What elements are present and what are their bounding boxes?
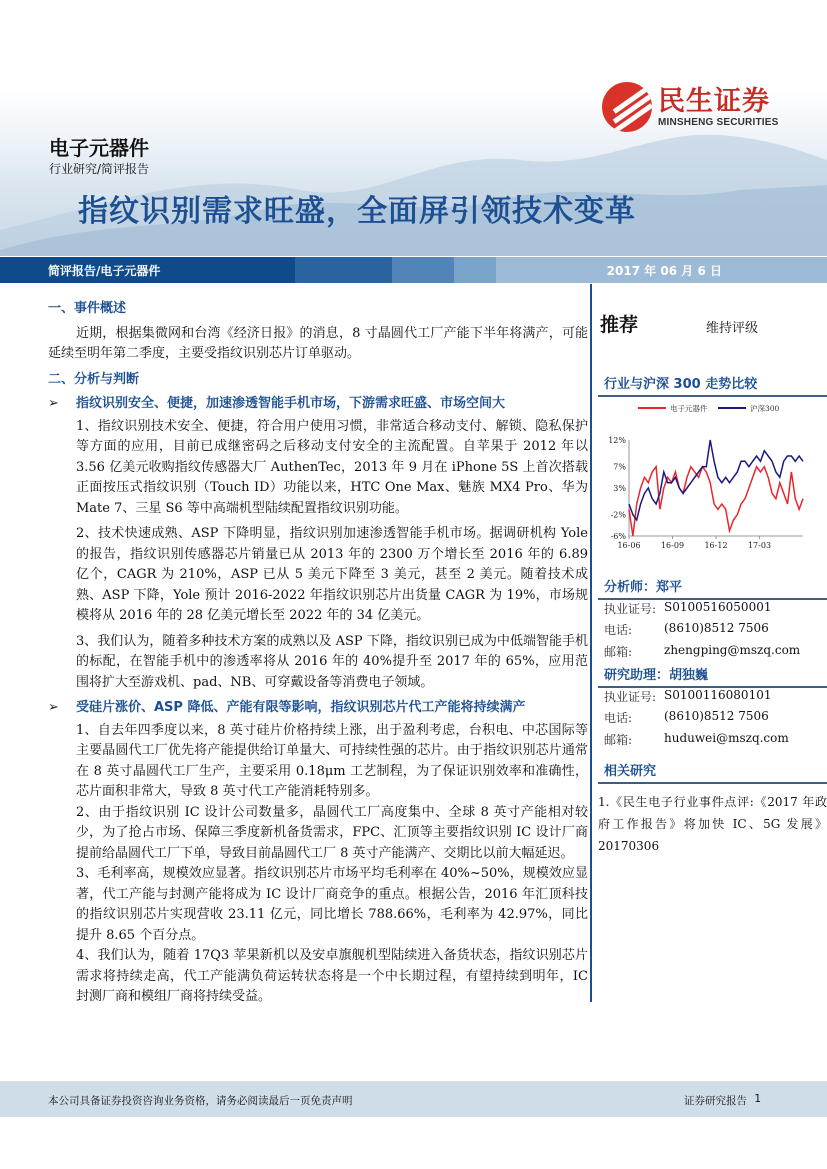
trend-chart [598,398,827,558]
arrow-icon: ➢ [48,396,59,411]
x-tick-label: 16-06 [617,541,641,550]
legend-label: 电子元器件 [670,404,708,413]
paragraph: 2、由于指纹识别 IC 设计公司数量多，晶圆代工厂高度集中、全球 8 英寸产能相对较少，为了抢占市场、保障三季度新机备货需求，FPC、汇顶等主要指纹识别 IC 设计厂商提前给晶圆代工厂下单，导致目前晶圆代工厂 8 英寸产能满产、交期比以前大幅延迟。 [76,804,588,861]
paragraph: 1、自去年四季度以来，8 英寸硅片价格持续上涨，出于盈利考虑，台积电、中芯国际等主要晶圆代工厂优先将产能提供给订单量大、可持续性强的芯片。由于指纹识别芯片通常在 8 英寸晶圆代工厂生产，主要采用 0.18μm 工艺制程，为了保证识别效率和准确性，芯片面积非常大，导致 8 英寸代工产能消耗特别多。 [76,722,588,799]
paragraph: 1、指纹识别技术安全、便捷，符合用户使用习惯，非常适合移动支付、解锁、隐私保护等方面的应用，目前已成继密码之后移动支付安全的主流配置。自苹果于 2012 年以 3.56 亿美元收购指纹传感器大厂 AuthenTec，2013 年 9 月在 iPhone 5S 上首次搭载正面按压式指纹识别（Touch ID）功能以来，HTC One Max、魅族 MX4 Pro、华为 Mate 7、三星 S6 等中高端机型陆续配置指纹识别功能。 [76,418,588,516]
y-tick-label: 3% [613,484,626,493]
related-heading: 相关研究 [598,760,827,784]
legend-label: 沪深300 [750,404,780,413]
paragraph: 2、技术快速成熟、ASP 下降明显，指纹识别加速渗透智能手机市场。据调研机构 Yole 的报告，指纹识别传感器芯片销量已从 2013 年的 2300 万个增长至 2016 年的 6.89 亿个，CAGR 为 210%，ASP 已从 5 美元下降至 3 美元，甚至 2 美元。随着技术成熟、ASP 下降，Yole 预计 2016-2022 年指纹识别芯片出货量 CAGR 为 19%，市场规模将从 2016 年的 28 亿美元增长至 2022 年的 34 亿美元。 [76,526,588,623]
assistant-phone: 电话: (8610)8512 7506 [604,709,769,725]
report-title: 指纹识别需求旺盛，全面屏引领技术变革 [78,194,636,229]
footer-report-type: 证券研究报告 [684,1095,747,1107]
column-divider [590,284,592,1002]
report-date: 2017 年 06 月 6 日 [606,264,722,278]
logo-en: MINSHENG SECURITIES [658,116,779,128]
recommendation: 推荐 [600,314,639,336]
assistant-cert: 执业证号: S0100116080101 [604,688,772,704]
chart-heading: 行业与沪深 300 走势比较 [598,373,827,397]
paragraph: 3、我们认为，随着多种技术方案的成熟以及 ASP 下降，指纹识别已成为中低端智能手机的标配，在智能手机中的渗透率将从 2016 年的 40%提升至 2017 年的 65%，应用范围将扩大至游戏机、pad、NB、可穿戴设备等消费电子领域。 [76,633,588,690]
logo-icon [602,82,652,132]
paragraph: 近期，根据集微网和台湾《经济日报》的消息，8 寸晶圆代工厂产能下半年将满产，可能延续至明年第二季度，主要受指纹识别芯片订单驱动。 [48,325,588,361]
x-tick-label: 16-09 [660,541,685,550]
analyst-email[interactable]: 邮箱: zhengping@mszq.com [604,643,801,659]
bullet-heading: ➢ 指纹识别安全、便捷，加速渗透智能手机市场，下游需求旺盛、市场空间大 [48,394,588,415]
band-category: 简评报告/电子元器件 [48,264,161,278]
series-line [629,467,803,536]
section-heading: 二、分析与判断 [48,371,140,387]
rating: 维持评级 [706,321,759,336]
analyst-cert: 执业证号: S0100516050001 [604,600,772,616]
paragraph: 3、毛利率高，规模效应显著。指纹识别芯片市场平均毛利率在 40%~50%，规模效应显著，代工产能与封测产能将成为 IC 设计厂商竞争的重点。根据公告，2016 年汇顶科技的指纹识别芯片实现营收 23.11 亿元，同比增长 788.66%，毛利率为 42.97%，同比提升 8.65 个百分点。 [76,866,588,943]
report-type: 行业研究/简评报告 [49,162,150,176]
main-content [48,299,588,1008]
related-item[interactable]: 1.《民生电子行业事件点评:《2017 年政府工作报告》将加快 IC、5G 发展》20170306 [598,795,827,853]
y-tick-label: -2% [610,510,626,520]
assistant-heading: 研究助理：胡独巍 [598,664,827,688]
assistant-email[interactable]: 邮箱: huduwei@mszq.com [604,731,789,747]
footer [0,1081,827,1117]
y-tick-label: 12% [608,436,626,445]
y-tick-label: 7% [613,462,626,472]
x-tick-label: 17-03 [747,541,772,550]
section-heading: 一、事件概述 [48,301,127,316]
disclaimer: 本公司具备证券投资咨询业务资格，请务必阅读最后一页免责声明 [48,1095,353,1107]
paragraph: 4、我们认为，随着 17Q3 苹果新机以及安卓旗舰机型陆续进入备货状态，指纹识别芯片需求将持续走高，代工产能满负荷运转状态将是一个中长期过程，有望持续到明年，IC 封测厂商和模组厂商将持续受益。 [76,948,588,1004]
series-line [629,440,803,520]
arrow-icon: ➢ [48,700,59,715]
bullet-heading: ➢ 受硅片涨价、ASP 降低、产能有限等影响，指纹识别芯片代工产能将持续满产 [48,698,588,719]
y-tick-label: -6% [610,532,626,541]
logo-cn: 民生证券 [658,85,770,117]
company-logo [602,82,778,132]
page-number: 1 [754,1093,761,1105]
x-tick-label: 16-12 [704,541,728,550]
sector-label: 电子元器件 [49,136,149,160]
analyst-phone: 电话: (8610)8512 7506 [604,621,769,637]
analyst-heading: 分析师：郑平 [598,576,827,600]
